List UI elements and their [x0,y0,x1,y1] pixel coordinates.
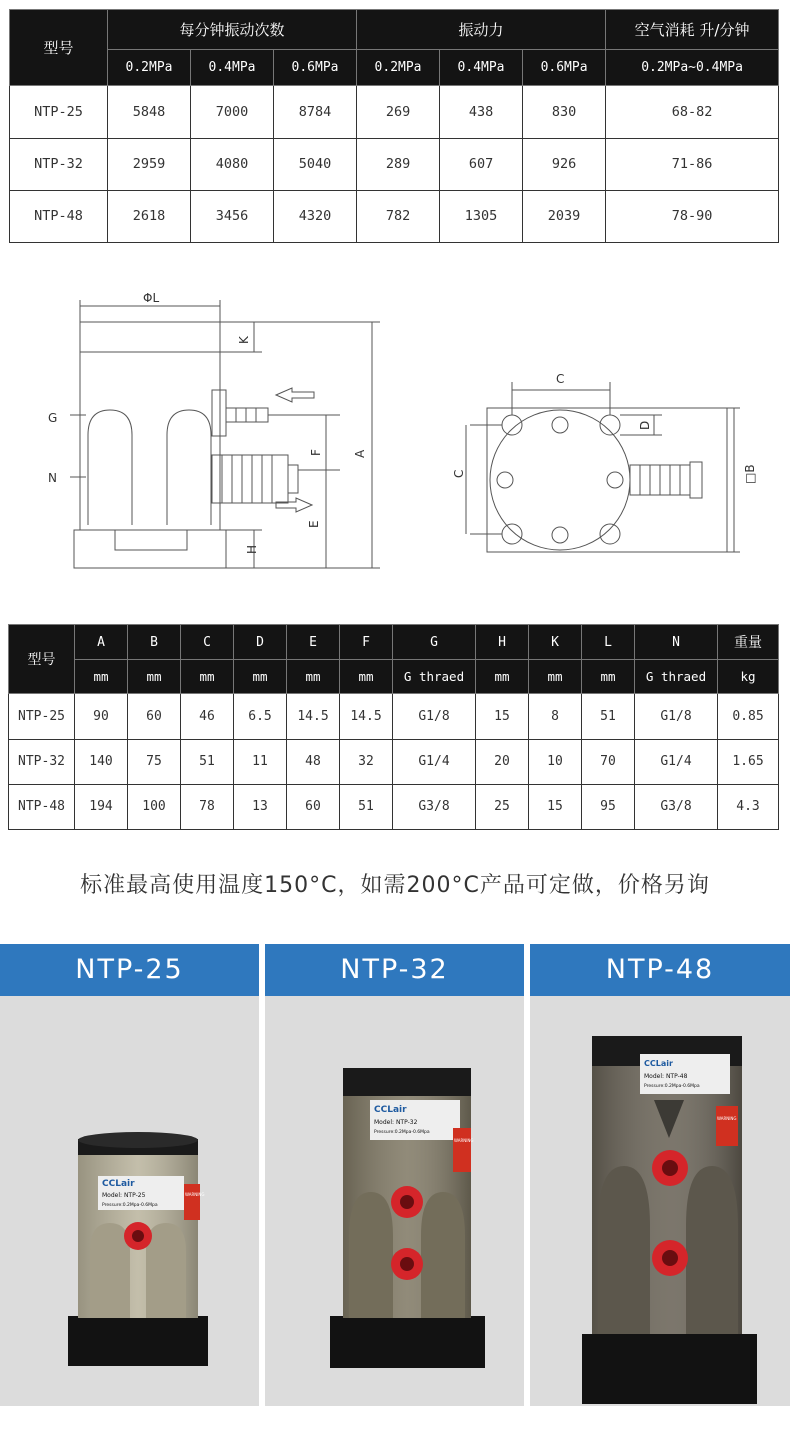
table-cell: G1/4 [635,739,718,784]
header-dimension: N [635,625,718,660]
warning-label: WARNING [454,1138,474,1143]
table-cell: 8784 [274,86,357,138]
warning-label: WARNING [185,1192,205,1197]
table-cell: NTP-48 [9,784,75,829]
model-label: Model: NTP-32 [374,1119,418,1126]
table-cell: 32 [340,739,393,784]
subheader-unit: mm [234,660,287,694]
table-cell: 1305 [440,190,523,242]
header-dimension: C [181,625,234,660]
product-title: NTP-32 [265,944,524,996]
vibration-spec-table [9,9,779,243]
label-H: H [245,544,259,554]
table-cell: 78-90 [606,190,779,242]
label-N: N [48,471,57,485]
table-cell: 14.5 [340,694,393,739]
header-dimension: F [340,625,393,660]
pressure-label: Pressure:0.2Mpa-0.6Mpa [102,1203,158,1208]
table-cell: G3/8 [635,784,718,829]
table-cell: 20 [476,739,529,784]
label-C-top: C [556,372,565,386]
table-cell: NTP-32 [10,138,108,190]
product-panel-ntp-25 [0,944,259,1406]
header-vibration-force: 振动力 [357,10,606,50]
warning-label: WARNING [717,1116,737,1121]
product-image [530,996,790,1406]
table-cell: NTP-48 [10,190,108,242]
table-cell: 68-82 [606,86,779,138]
subheader-unit: mm [287,660,340,694]
label-B: □B [743,464,757,484]
subheader-pressure: 0.2MPa~0.4MPa [606,50,779,86]
label-D: D [638,420,652,430]
header-dimension: H [476,625,529,660]
table-cell: 60 [287,784,340,829]
subheader-unit: kg [718,660,779,694]
table-row [9,694,779,739]
table-cell: 194 [75,784,128,829]
label-C-left: C [452,469,466,478]
table-cell: 4.3 [718,784,779,829]
pressure-label: Pressure:0.2Mpa-0.6Mpa [374,1130,430,1135]
body-outline [80,352,220,530]
table-cell: 782 [357,190,440,242]
label-L: ΦL [143,291,160,305]
table-cell: 51 [181,739,234,784]
product-title: NTP-48 [530,944,790,996]
table-cell: 71-86 [606,138,779,190]
subheader-unit: mm [582,660,635,694]
header-dimension: B [128,625,181,660]
product-image [265,996,524,1406]
subheader-pressure: 0.6MPa [523,50,606,86]
table-cell: 6.5 [234,694,287,739]
subheader-unit: G thraed [635,660,718,694]
table-cell: 70 [582,739,635,784]
header-dimension: G [393,625,476,660]
table-cell: G1/4 [393,739,476,784]
product-image [0,996,259,1406]
subheader-pressure: 0.6MPa [274,50,357,86]
product-panel-ntp-32 [265,944,524,1406]
table-cell: NTP-25 [9,694,75,739]
brand-label: CCLair [102,1179,135,1189]
table-cell: 269 [357,86,440,138]
table-cell: 60 [128,694,181,739]
table-cell: 607 [440,138,523,190]
table-cell: 13 [234,784,287,829]
brand-label: CCLair [644,1059,673,1068]
model-label: Model: NTP-25 [102,1192,146,1199]
table-cell: NTP-32 [9,739,75,784]
top-cap-outline [80,322,220,352]
label-F: F [309,449,323,456]
subheader-unit: mm [340,660,393,694]
header-model: 型号 [9,625,75,694]
subheader-unit: G thraed [393,660,476,694]
table-cell: 4320 [274,190,357,242]
table-cell: 14.5 [287,694,340,739]
table-cell: 2959 [108,138,191,190]
subheader-unit: mm [181,660,234,694]
subheader-pressure: 0.4MPa [191,50,274,86]
table-row [9,739,779,784]
table-cell: 5040 [274,138,357,190]
header-dimension: A [75,625,128,660]
table-cell: 1.65 [718,739,779,784]
table-cell: 289 [357,138,440,190]
subheader-unit: mm [128,660,181,694]
table-cell: 2039 [523,190,606,242]
label-A: A [353,449,367,458]
table-cell: 7000 [191,86,274,138]
label-K: K [237,336,251,344]
temperature-note: 标准最高使用温度150°C，如需200°C产品可定做，价格另询 [80,873,710,898]
table-row [10,138,779,190]
top-view-body-outline [490,410,630,550]
table-cell: 2618 [108,190,191,242]
table-cell: G1/8 [635,694,718,739]
header-vibration-frequency: 每分钟振动次数 [108,10,357,50]
header-air-consumption: 空气消耗 升/分钟 [606,10,779,50]
table-cell: 4080 [191,138,274,190]
table-cell: 46 [181,694,234,739]
label-G: G [48,411,58,425]
table-cell: 100 [128,784,181,829]
table-cell: 8 [529,694,582,739]
table-cell: 15 [529,784,582,829]
table-cell: G3/8 [393,784,476,829]
model-label: Model: NTP-48 [644,1073,688,1080]
table-cell: G1/8 [393,694,476,739]
pressure-label: Pressure:0.2Mpa-0.6Mpa [644,1084,700,1089]
table-cell: 25 [476,784,529,829]
table-row [10,86,779,138]
subheader-pressure: 0.2MPa [108,50,191,86]
dimension-drawing-svg [0,270,790,610]
table-cell: 0.85 [718,694,779,739]
dimension-table [8,624,779,830]
subheader-pressure: 0.2MPa [357,50,440,86]
technical-drawing [0,270,790,610]
brand-label: CCLair [374,1105,407,1115]
table-cell: 140 [75,739,128,784]
table-cell: 78 [181,784,234,829]
table-cell: 10 [529,739,582,784]
product-title: NTP-25 [0,944,259,996]
header-dimension: D [234,625,287,660]
table-cell: 75 [128,739,181,784]
subheader-pressure: 0.4MPa [440,50,523,86]
table-cell: NTP-25 [10,86,108,138]
table-cell: 5848 [108,86,191,138]
header-dimension: E [287,625,340,660]
table-cell: 15 [476,694,529,739]
table-cell: 90 [75,694,128,739]
table-row [9,784,779,829]
subheader-unit: mm [75,660,128,694]
product-panel-ntp-48 [530,944,790,1406]
table-cell: 51 [582,694,635,739]
table-cell: 3456 [191,190,274,242]
table-cell: 926 [523,138,606,190]
subheader-unit: mm [529,660,582,694]
base-plate-outline [74,530,226,568]
header-weight: 重量 [718,625,779,660]
subheader-unit: mm [476,660,529,694]
label-E: E [307,520,321,528]
table-cell: 95 [582,784,635,829]
header-dimension: L [582,625,635,660]
table-row [10,190,779,242]
table-cell: 438 [440,86,523,138]
table-cell: 11 [234,739,287,784]
header-model: 型号 [10,10,108,86]
table-cell: 51 [340,784,393,829]
table-cell: 830 [523,86,606,138]
header-dimension: K [529,625,582,660]
table-cell: 48 [287,739,340,784]
